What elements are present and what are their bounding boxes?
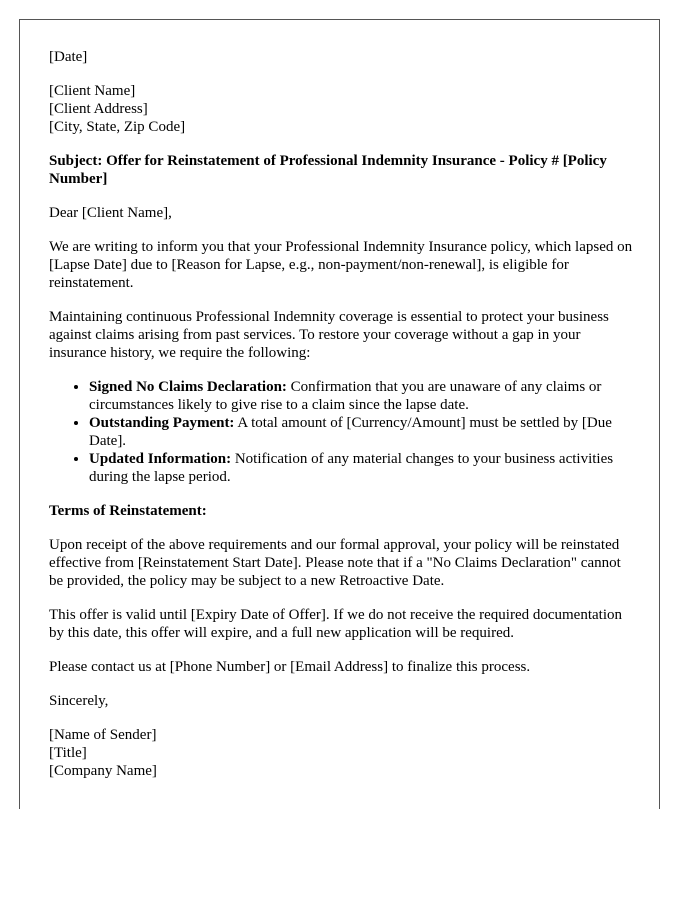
recipient-name: [Client Name] <box>49 83 136 99</box>
requirements-list <box>49 378 635 486</box>
requirement-label: Updated Information: <box>89 451 232 467</box>
intro-paragraph: We are writing to inform you that your Professional Indemnity Insurance policy, which lapsed on [Lapse Date] due to [Reason for Lapse, e.g., non-payment/non-renewal], is eligible for reinstatement. <box>49 239 633 291</box>
letter-page <box>19 19 660 809</box>
recipient-block <box>49 82 635 136</box>
recipient-city-state-zip: [City, State, Zip Code] <box>49 119 186 135</box>
validity-paragraph: This offer is valid until [Expiry Date of Offer]. If we do not receive the required documentation by this date, this offer will expire, and a full new application will be required. <box>49 607 623 641</box>
requirement-label: Outstanding Payment: <box>89 415 235 431</box>
closing: Sincerely, <box>49 693 109 709</box>
salutation: Dear [Client Name], <box>49 205 172 221</box>
sender-title: [Title] <box>49 745 87 761</box>
sender-company: [Company Name] <box>49 763 157 779</box>
sender-name: [Name of Sender] <box>49 727 157 743</box>
list-item <box>89 378 635 414</box>
terms-heading: Terms of Reinstatement: <box>49 503 207 519</box>
requirement-text: Confirmation that you are unaware of any claims or circumstances likely to give rise to a claim since the lapse date. <box>89 379 602 413</box>
subject-line: Subject: Offer for Reinstatement of Professional Indemnity Insurance - Policy # [Policy Number] <box>49 153 607 187</box>
requirement-text: Notification of any material changes to your business activities during the lapse period. <box>89 451 614 485</box>
requirement-label: Signed No Claims Declaration: <box>89 379 287 395</box>
list-item <box>89 450 635 486</box>
letter-date: [Date] <box>49 49 88 65</box>
requirement-text: A total amount of [Currency/Amount] must be settled by [Due Date]. <box>89 415 612 449</box>
signature-block <box>49 726 635 780</box>
terms-paragraph: Upon receipt of the above requirements and our formal approval, your policy will be reinstated effective from [Reinstatement Start Date]. Please note that if a "No Claims Declaration" cannot be provided, the policy may be subject to a new Retroactive Date. <box>49 537 621 589</box>
contact-paragraph: Please contact us at [Phone Number] or [Email Address] to finalize this process. <box>49 659 531 675</box>
list-item <box>89 414 635 450</box>
letter-body <box>49 48 635 796</box>
requirements-intro-paragraph: Maintaining continuous Professional Indemnity coverage is essential to protect your business against claims arising from past services. To restore your coverage without a gap in your insurance history, we require the following: <box>49 309 609 361</box>
recipient-address: [Client Address] <box>49 101 148 117</box>
